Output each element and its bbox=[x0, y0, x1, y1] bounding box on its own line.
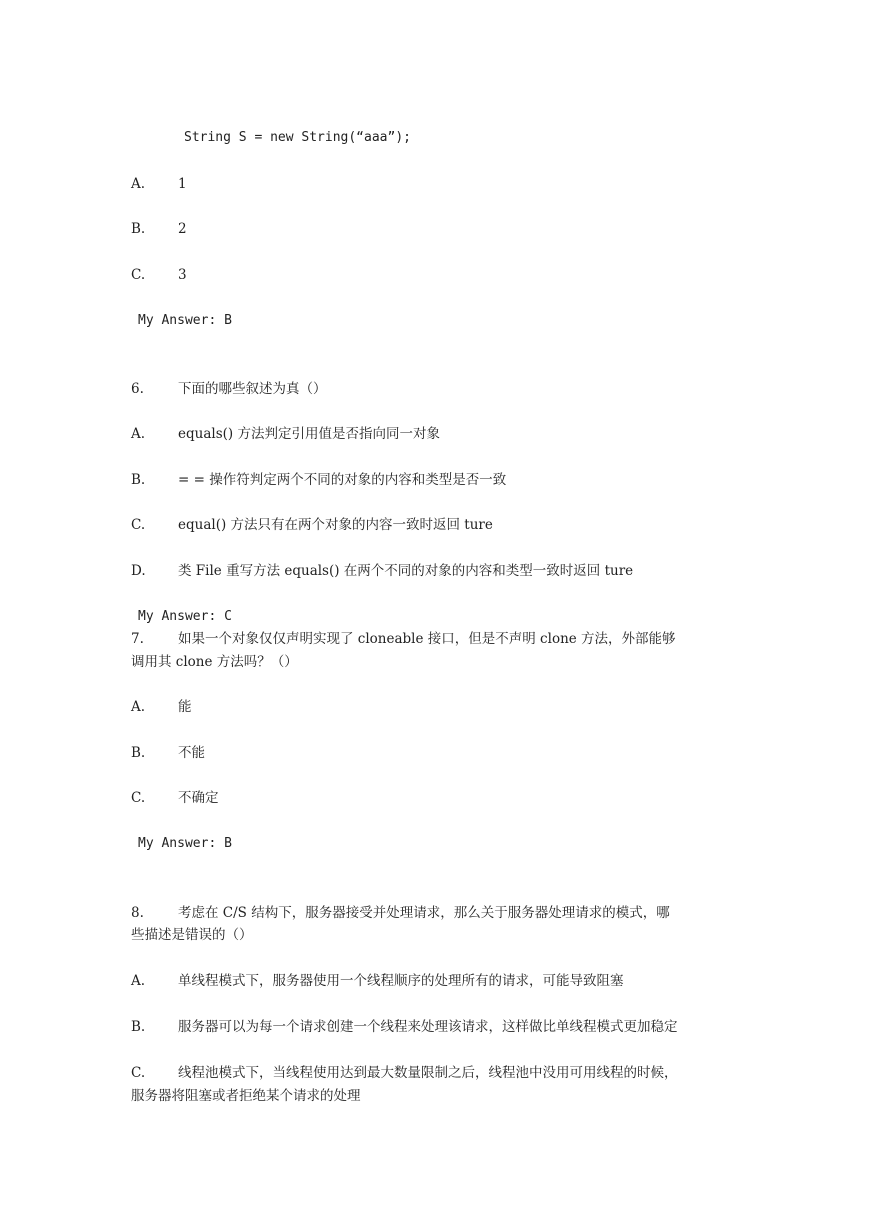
option-text: 1 bbox=[178, 176, 187, 192]
q6-option-b bbox=[131, 470, 506, 490]
option-text: 类 File 重写方法 equals() 在两个不同的对象的内容和类型一致时返回 ture bbox=[178, 563, 634, 579]
option-text: equals() 方法判定引用值是否指向同一对象 bbox=[178, 426, 440, 442]
question-number: 8. bbox=[131, 905, 144, 921]
q8-question-line2: 些描述是错误的（） bbox=[131, 927, 253, 943]
option-text: 2 bbox=[178, 221, 187, 237]
option-label: D. bbox=[131, 563, 146, 579]
q6-question bbox=[131, 379, 327, 399]
q8-option-c-line1 bbox=[131, 1063, 678, 1083]
question-number: 7. bbox=[131, 631, 144, 647]
option-label: B. bbox=[131, 1019, 146, 1035]
q6-option-c bbox=[131, 515, 493, 535]
option-label: A. bbox=[131, 973, 146, 989]
q5-option-a bbox=[131, 174, 187, 194]
q8-question-line1 bbox=[131, 903, 670, 923]
q8-option-b bbox=[131, 1017, 678, 1037]
q7-option-b bbox=[131, 743, 205, 763]
question-text: 下面的哪些叙述为真（） bbox=[178, 381, 327, 397]
option-text: equal() 方法只有在两个对象的内容一致时返回 ture bbox=[178, 517, 493, 533]
q7-option-c bbox=[131, 788, 219, 808]
q6-option-a bbox=[131, 424, 440, 444]
option-label: B. bbox=[131, 472, 146, 488]
question-text: 考虑在 C/S 结构下，服务器接受并处理请求，那么关于服务器处理请求的模式，哪 bbox=[178, 905, 670, 921]
option-label: C. bbox=[131, 1065, 146, 1081]
q7-answer: My Answer: B bbox=[138, 836, 232, 851]
option-text: 不确定 bbox=[178, 790, 219, 806]
option-text: = = 操作符判定两个不同的对象的内容和类型是否一致 bbox=[178, 472, 507, 488]
q7-option-a bbox=[131, 697, 192, 717]
q5-answer: My Answer: B bbox=[138, 313, 232, 328]
q8-option-c-line2: 服务器将阻塞或者拒绝某个请求的处理 bbox=[131, 1088, 361, 1104]
option-text: 3 bbox=[178, 267, 187, 283]
option-text: 服务器可以为每一个请求创建一个线程来处理该请求，这样做比单线程模式更加稳定 bbox=[178, 1019, 678, 1035]
q7-question-line2: 调用其 clone 方法吗？（） bbox=[131, 654, 298, 670]
option-label: A. bbox=[131, 176, 146, 192]
question-number: 6. bbox=[131, 381, 144, 397]
option-label: A. bbox=[131, 699, 146, 715]
q5-option-c bbox=[131, 265, 187, 285]
question-text: 如果一个对象仅仅声明实现了 cloneable 接口，但是不声明 clone 方法，外部能够 bbox=[178, 631, 676, 647]
q5-option-b bbox=[131, 219, 187, 239]
option-label: A. bbox=[131, 426, 146, 442]
code-line: String S = new String(“aaa”); bbox=[184, 130, 411, 145]
option-text: 不能 bbox=[178, 745, 205, 761]
q6-answer: My Answer: C bbox=[138, 609, 232, 624]
option-text: 单线程模式下，服务器使用一个线程顺序的处理所有的请求，可能导致阻塞 bbox=[178, 973, 624, 989]
q7-question-line1 bbox=[131, 629, 676, 649]
q8-option-a bbox=[131, 971, 624, 991]
option-label: B. bbox=[131, 745, 146, 761]
option-text: 线程池模式下，当线程使用达到最大数量限制之后，线程池中没用可用线程的时候， bbox=[178, 1065, 678, 1081]
option-text: 能 bbox=[178, 699, 192, 715]
option-label: C. bbox=[131, 790, 146, 806]
option-label: B. bbox=[131, 221, 146, 237]
option-label: C. bbox=[131, 267, 146, 283]
q6-option-d bbox=[131, 561, 633, 581]
option-label: C. bbox=[131, 517, 146, 533]
